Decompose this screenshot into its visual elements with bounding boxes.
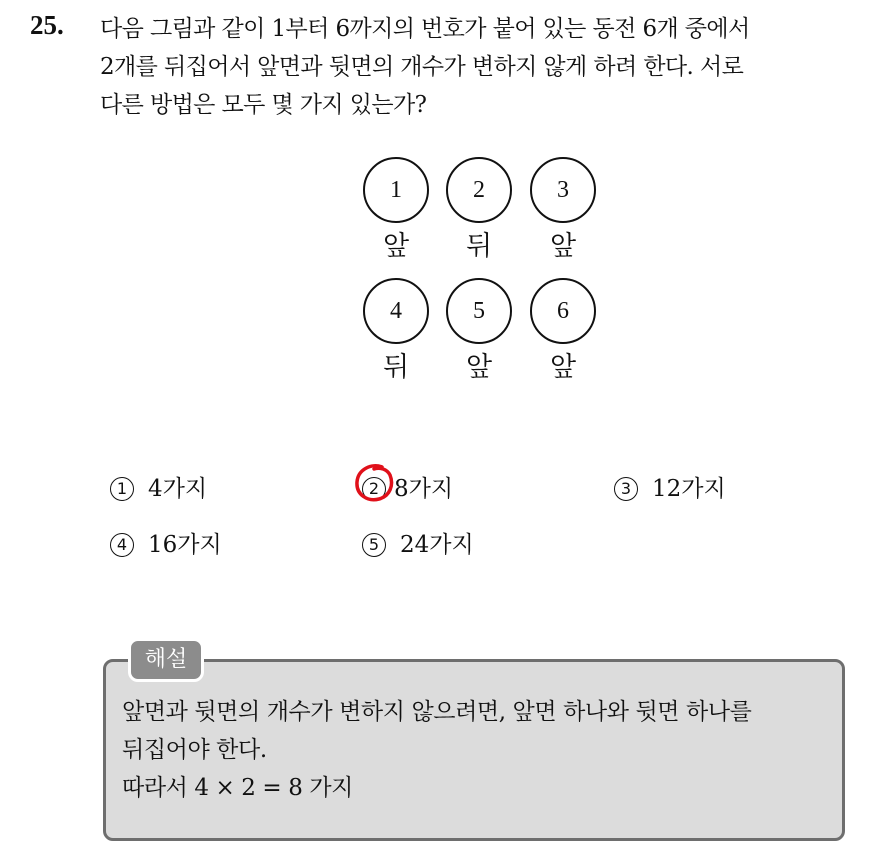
- choice-3-mark: 3: [614, 477, 638, 501]
- coin-2-side: 뒤: [465, 231, 493, 262]
- choice-3-text: 12가지: [652, 476, 726, 502]
- coin-4: 4: [363, 278, 429, 344]
- choice-4-text: 16가지: [148, 532, 222, 558]
- choice-4[interactable]: [110, 526, 222, 559]
- coin-3: 3: [530, 157, 596, 223]
- choice-4-mark: 4: [110, 533, 134, 557]
- coin-6-side: 앞: [549, 352, 577, 383]
- coin-4-side: 뒤: [382, 352, 410, 383]
- choice-1-mark: 1: [110, 477, 134, 501]
- question-line: 2개를 뒤집어서 앞면과 뒷면의 개수가 변하지 않게 하려 한다. 서로: [100, 54, 744, 80]
- solution-line: 따라서 4 × 2 = 8 가지: [122, 775, 353, 801]
- coin-3-side: 앞: [549, 231, 577, 262]
- solution-line: 앞면과 뒷면의 개수가 변하지 않으려면, 앞면 하나와 뒷면 하나를: [122, 699, 752, 725]
- choice-1-text: 4가지: [148, 476, 208, 502]
- coin-5-side: 앞: [465, 352, 493, 383]
- coin-1: 1: [363, 157, 429, 223]
- question-line: 다른 방법은 모두 몇 가지 있는가?: [100, 92, 427, 118]
- choice-5-text: 24가지: [400, 532, 474, 558]
- coin-5: 5: [446, 278, 512, 344]
- coin-1-side: 앞: [382, 231, 410, 262]
- selected-answer-circle-icon: [352, 461, 398, 505]
- choice-5[interactable]: [362, 526, 474, 559]
- solution-line: 뒤집어야 한다.: [122, 737, 267, 763]
- question-number: 25.: [30, 10, 64, 40]
- choice-2-mark: 2: [362, 477, 386, 501]
- choice-2-text: 8가지: [394, 476, 454, 502]
- choice-3[interactable]: [614, 470, 726, 503]
- choice-5-mark: 5: [362, 533, 386, 557]
- solution-text: [122, 693, 837, 807]
- coin-6: 6: [530, 278, 596, 344]
- coin-2: 2: [446, 157, 512, 223]
- question-text: [100, 10, 870, 124]
- choice-1[interactable]: [110, 470, 207, 503]
- question-line: 다음 그림과 같이 1부터 6까지의 번호가 붙어 있는 동전 6개 중에서: [100, 16, 750, 42]
- solution-tab-label: 해설: [128, 638, 204, 682]
